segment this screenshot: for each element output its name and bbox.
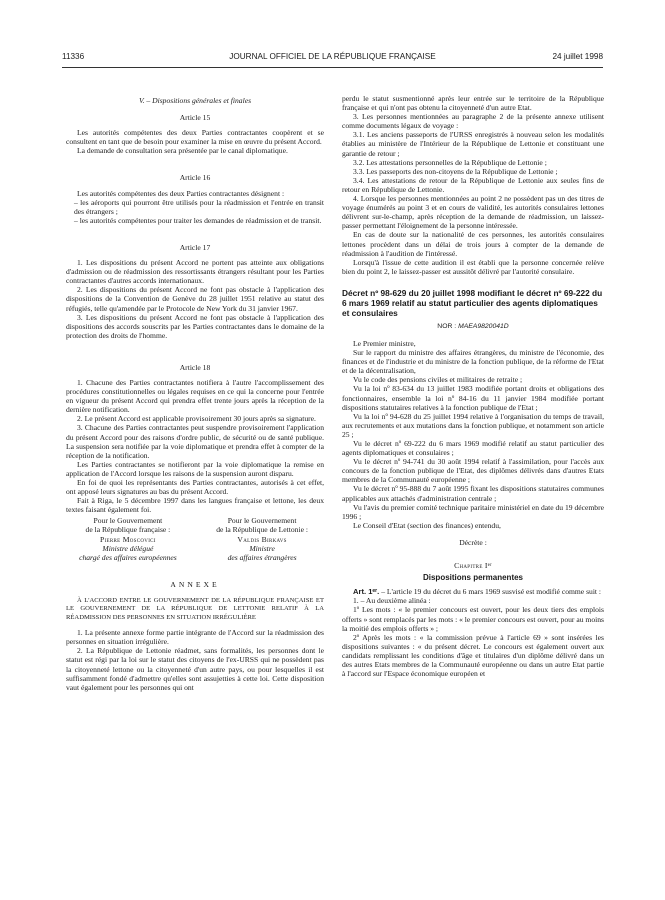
article-16-title: Article 16	[179, 173, 211, 183]
nor-code: MAEA9820041D	[458, 322, 509, 330]
signature-block	[66, 516, 324, 561]
paragraph: Le Premier ministre,	[353, 338, 416, 348]
annexe-subtitle: À L'ACCORD ENTRE LE GOUVERNEMENT DE LA RÉPUBLIQUE FRANÇAISE ET LE GOUVERNEMENT DE LA RÉPUBLIQUE DE LETTONIE RELATIF À LA RÉADMISSION DES PERSONNES EN SITUATION IRRÉGULIÈRE	[66, 596, 324, 621]
paragraph: Fait à Riga, le 5 décembre 1997 dans les langues française et lettone, les deux textes faisant également foi.	[66, 496, 324, 515]
article-1-text: – L'article 19 du décret du 6 mars 1969 susvisé est modifié comme suit :	[379, 587, 602, 597]
article-17-title: Article 17	[179, 242, 211, 252]
decrete-line: Décrète :	[459, 537, 487, 547]
paragraph: Vu la loi nº 83-634 du 13 juillet 1983 modifiée portant droits et obligations des fonctionnaires, ensemble la loi nº 84-16 du 11 janvier 1984 modifiée portant dispositions statutaires relatives à la fonction publique de l'Etat ;	[342, 384, 604, 412]
list-item: 3.1. Les anciens passeports de l'URSS enregistrés à nouveau selon les modalités établies au ministère de l'Intérieur de la République de Lettonie et constituant une garantie de retour ;	[342, 130, 604, 158]
chapter-heading: Chapitre Iᵉʳ	[454, 561, 492, 571]
nor-label: NOR :	[437, 322, 457, 330]
paragraph: Les autorités compétentes des deux Parties contractantes coopèrent et se consultent en tant que de besoin pour examiner la mise en œuvre du présent Accord.	[66, 128, 324, 147]
list-item: – les aéroports qui pourront être utilisés pour la réadmission et l'entrée en transit des étrangers ;	[74, 197, 324, 216]
signatory-label: Pour le Gouvernement	[93, 516, 163, 526]
signatory-label: de la République de Lettonie :	[216, 525, 308, 535]
signatory-label: de la République française :	[85, 525, 171, 535]
paragraph: La demande de consultation sera présentée par le canal diplomatique.	[77, 146, 288, 156]
decree-title: Décret nº 98-629 du 20 juillet 1998 modifiant le décret nº 69-222 du 6 mars 1969 relatif au statut particulier des agents diplomatiques et consulaires	[342, 287, 603, 318]
paragraph: Vu le décret nº 69-222 du 6 mars 1969 modifié relatif au statut particulier des agents diplomatiques et consulaires ;	[342, 439, 604, 458]
signatory-role: Ministre délégué	[102, 543, 154, 553]
paragraph: 1. Les dispositions du présent Accord ne portent pas atteinte aux obligations d'admission ou de réadmission des ressortissants étrangers résultant pour les Parties contractantes d'autres accords internationaux.	[66, 258, 324, 286]
page-number: 11336	[62, 52, 85, 61]
paragraph: 2º Après les mots : « la commission prévue à l'article 69 » sont insérées les dispositions suivantes : « du présent décret. Le concours est également ouvert aux candidats remplissant les conditions d'âge et titulaires d'un diplôme délivré dans un des autres Etats membres de la Communauté européenne ou dans un autre Etat partie à l'accord sur l'Espace économique européen et	[342, 632, 604, 679]
paragraph: Lorsqu'à l'issue de cette audition il est établi que la personne concernée relève bien du point 2, le laissez-passer est aussitôt délivré par l'autorité consulaire.	[342, 257, 604, 276]
paragraph: Vu la loi nº 94-628 du 25 juillet 1994 relative à l'organisation du temps de travail, aux recrutements et aux mutations dans la fonction publique, et notamment son article 25 ;	[342, 411, 604, 439]
signature-latvia	[200, 516, 324, 561]
paragraph: 1º Les mots : « le premier concours est ouvert, pour les deux tiers des emplois offerts » sont remplacés par les mots : « le premier concours est ouvert, pour au moins la moitié des emplois offerts » ;	[342, 605, 604, 633]
section-title: V. – Dispositions générales et finales	[138, 96, 252, 105]
paragraph: 1. Chacune des Parties contractantes notifiera à l'autre l'accomplissement des procédures constitutionnelles ou légales requises en ce qui la concerne pour l'entrée en vigueur du présent Accord qui prendra effet trente jours après la réception de la dernière notification.	[66, 377, 324, 415]
article-15-title: Article 15	[179, 113, 211, 123]
annexe-title: ANNEXE	[170, 579, 220, 589]
paragraph: 3. Les dispositions du présent Accord ne font pas obstacle à l'application des dispositions des accords souscrits par les Parties contractantes dans le domaine de la protection des droits de l'homme.	[66, 312, 324, 340]
list-item: 3.3. Les passeports des non-citoyens de la République de Lettonie ;	[353, 166, 558, 176]
journal-title: JOURNAL OFFICIEL DE LA RÉPUBLIQUE FRANÇAISE	[229, 52, 436, 61]
paragraph: 1. – Au deuxième alinéa :	[353, 596, 431, 606]
paragraph: 4. Lorsque les personnes mentionnées au point 2 ne possèdent pas un des titres de voyage énumérés au point 3 et en cours de validité, les autorités consulaires lettones délivrent sur-le-champ, après réception de la demande de réadmission, un laissez-passer permettant l'éloignement de la personne intéressée.	[342, 194, 604, 231]
paragraph: Vu le code des pensions civiles et militaires de retraite ;	[353, 375, 523, 385]
list-item: 3.2. Les attestations personnelles de la République de Lettonie ;	[353, 157, 547, 167]
signatory-label: Pour le Gouvernement	[227, 516, 297, 526]
nor-reference	[342, 322, 604, 331]
paragraph: 3. Les personnes mentionnées au paragraphe 2 de la présente annexe utilisent comme documents légaux de voyage :	[342, 112, 604, 131]
paragraph: perdu le statut susmentionné après leur entrée sur le territoire de la République française et qui n'ont pas obtenu la citoyenneté d'un autre Etat.	[342, 94, 604, 113]
article-1	[342, 587, 604, 596]
header-rule	[62, 67, 603, 68]
signatory-name: Pierre Moscovici	[100, 534, 156, 544]
chapter-title: Dispositions permanentes	[422, 573, 524, 583]
paragraph: Sur le rapport du ministre des affaires étrangères, du ministre de l'économie, des finances et de l'industrie et du ministre de la fonction publique, de la réforme de l'Etat et de la décentralisation,	[342, 348, 604, 376]
right-column	[342, 94, 604, 678]
signatory-role: Ministre	[249, 543, 275, 553]
paragraph: En foi de quoi les représentants des Parties contractantes, autorisés à cet effet, ont apposé leurs signatures au bas du présent Accord.	[66, 478, 324, 497]
signatory-role: chargé des affaires européennes	[79, 552, 177, 562]
paragraph: 2. Les dispositions du présent Accord ne font pas obstacle à l'application des dispositions de la Convention de Genève du 28 juillet 1951 relative au statut des réfugiés, telle qu'amendée par le Protocole de New York du 31 janvier 1967.	[66, 285, 324, 313]
page-header	[62, 52, 603, 66]
paragraph: Vu le décret nº 94-741 du 30 août 1994 relatif à l'assimilation, pour l'accès aux concours de la fonction publique de l'Etat, des diplômes délivrés dans d'autres Etats membres de la Communauté européenne ;	[342, 457, 604, 485]
paragraph: Les Parties contractantes se notifieront par la voie diplomatique la remise en application de l'Accord lorsque les raisons de la suspension auront disparu.	[66, 459, 324, 478]
signature-france	[66, 516, 190, 561]
paragraph: 3. Chacune des Parties contractantes peut suspendre provisoirement l'application du présent Accord pour des raisons d'ordre public, de sécurité ou de santé publique. La suspension sera notifiée par la voie diplomatique et prendra effet à compter de la réception de la notification.	[66, 423, 324, 460]
paragraph: Les autorités compétentes des deux Parties contractantes désignent :	[77, 188, 285, 198]
list-item: 3.4. Les attestations de retour de la République de Lettonie aux seules fins de retour en République de Lettonie.	[342, 175, 604, 194]
paragraph: 1. La présente annexe forme partie intégrante de l'Accord sur la réadmission des personnes en situation irrégulière.	[66, 628, 324, 647]
paragraph: 2. La République de Lettonie réadmet, sans formalités, les personnes dont le statut est régi par la loi sur le statut des citoyens de l'ex-URSS qui ne possèdent pas la citoyenneté lettone ou la citoyenneté d'un autre pays, ou pour lesquelles il est suffisamment fondé d'admettre qu'elles sont assujetties à cette loi. Cette disposition vaut également pour les personnes qui ont	[66, 646, 324, 692]
signatory-name: Valdis Birkavs	[237, 534, 287, 544]
paragraph: Le Conseil d'Etat (section des finances) entendu,	[353, 520, 501, 530]
left-column	[66, 96, 324, 692]
issue-date: 24 juillet 1998	[552, 52, 603, 61]
paragraph: Vu l'avis du premier comité technique paritaire ministériel en date du 19 décembre 1996 ;	[342, 502, 604, 521]
paragraph: 2. Le présent Accord est applicable provisoirement 30 jours après sa signature.	[77, 414, 316, 424]
list-item: – les autorités compétentes pour traiter les demandes de réadmission et de transit.	[74, 215, 322, 225]
article-1-label: Art. 1ᵉʳ.	[353, 587, 380, 597]
article-18-title: Article 18	[179, 362, 211, 372]
paragraph: Vu le décret nº 95-888 du 7 août 1995 fixant les dispositions statutaires communes applicables aux attachés d'administration centrale ;	[342, 484, 604, 503]
signatory-role: des affaires étrangères	[227, 552, 297, 562]
paragraph: En cas de doute sur la nationalité de ces personnes, les autorités consulaires lettones procèdent dans un délai de trois jours à compter de la demande de réadmission à l'audition de l'intéressé.	[342, 230, 604, 258]
